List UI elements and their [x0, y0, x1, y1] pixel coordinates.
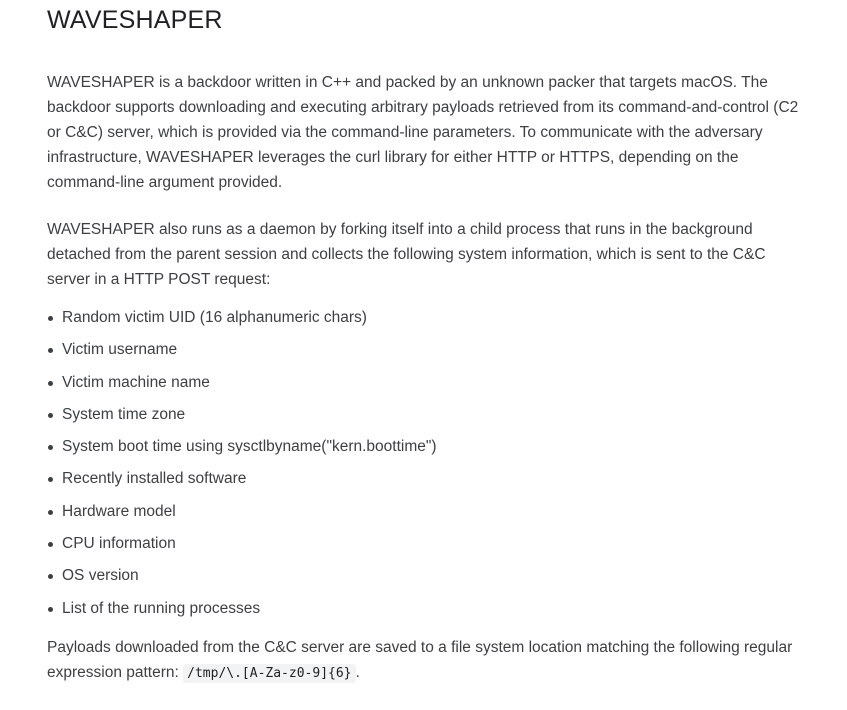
system-info-list [47, 305, 807, 628]
list-item: Victim username [62, 337, 807, 369]
list-item: System time zone [62, 402, 807, 434]
list-item: List of the running processes [62, 596, 807, 628]
list-item: Recently installed software [62, 466, 807, 498]
payload-paragraph [47, 635, 807, 686]
daemon-paragraph: WAVESHAPER also runs as a daemon by forking itself into a child process that runs in the background detached from the parent session and collects the following system information, which is sent to the C&C server in a HTTP POST request: [47, 221, 766, 288]
payload-text-end: . [355, 663, 360, 681]
list-item: System boot time using sysctlbyname("kern.boottime") [62, 434, 807, 466]
regex-pattern-code: /tmp/\.[A-Za-z0-9]{6} [183, 664, 355, 683]
intro-paragraph: WAVESHAPER is a backdoor written in C++ and packed by an unknown packer that targets macOS. The backdoor supports downloading and executing arbitrary payloads retrieved from its command-and-control (C2 or C&C) server, which is provided via the command-line parameters. To communicate with the adversary infrastructure, WAVESHAPER leverages the curl library for either HTTP or HTTPS, depending on the command-line argument provided. [47, 74, 799, 191]
list-item: Hardware model [62, 499, 807, 531]
list-item: CPU information [62, 531, 807, 563]
article-title: WAVESHAPER [47, 6, 223, 34]
list-item: Random victim UID (16 alphanumeric chars) [62, 305, 807, 337]
list-item: Victim machine name [62, 370, 807, 402]
payload-text: Payloads downloaded from the C&C server are saved to a file system location matching the following regular expression pattern: [47, 638, 793, 681]
list-item: OS version [62, 563, 807, 595]
